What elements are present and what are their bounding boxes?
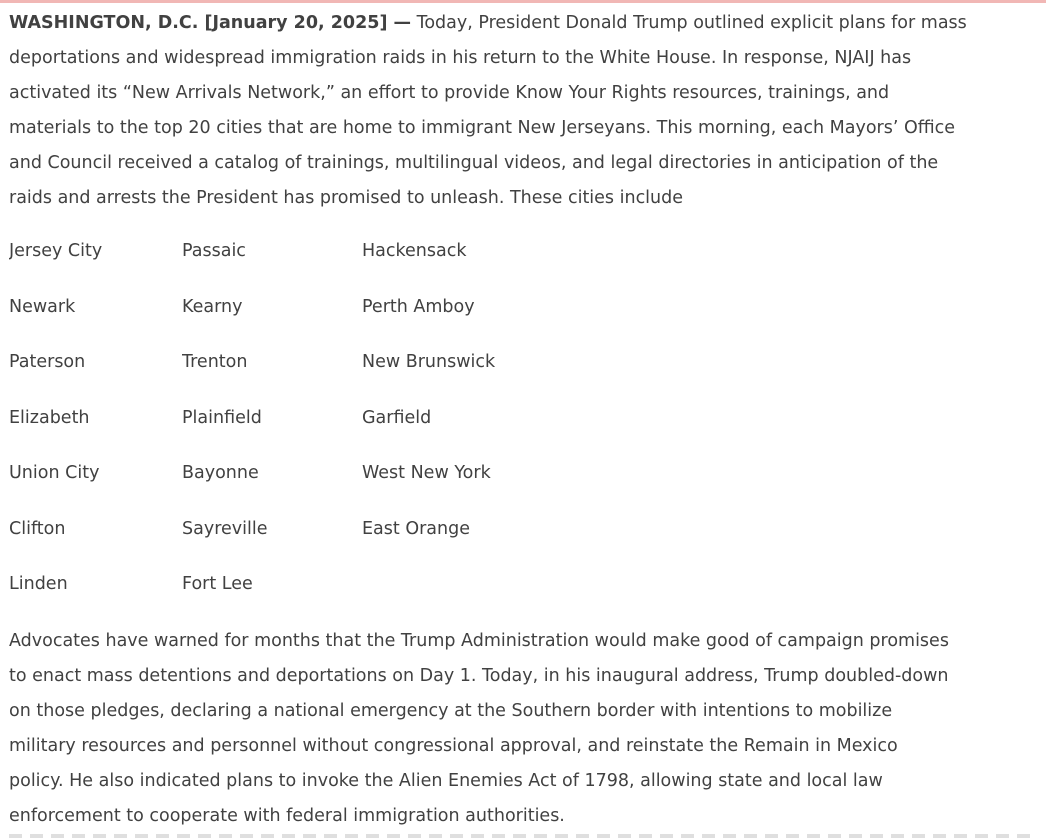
intro-line: Today, President Donald Trump outlined explicit plans for mass <box>411 13 967 33</box>
intro-paragraph <box>9 6 1038 216</box>
city-row <box>9 345 1038 401</box>
city-row <box>9 567 1038 602</box>
city-row <box>9 512 1038 568</box>
city-row <box>9 401 1038 457</box>
city-name: Hackensack <box>362 241 467 261</box>
cutoff-text-strip <box>9 834 1038 838</box>
text-line: deportations and widespread immigration raids in his return to the White House. In response, NJAIJ has <box>9 48 912 68</box>
text-line <box>9 6 1038 41</box>
text-line: enforcement to cooperate with federal immigration authorities. <box>9 806 565 826</box>
city-name: Bayonne <box>182 463 259 483</box>
city-name: Paterson <box>9 352 86 372</box>
text-line: Advocates have warned for months that the Trump Administration would make good of campaign promises <box>9 631 949 651</box>
city-row <box>9 234 1038 290</box>
city-name: Kearny <box>182 296 243 317</box>
dateline: WASHINGTON, D.C. [January 20, 2025] — <box>9 13 412 33</box>
text-line: policy. He also indicated plans to invoke the Alien Enemies Act of 1798, allowing state and local law <box>9 771 883 791</box>
city-name: Newark <box>9 296 76 317</box>
cities-list <box>9 234 1038 602</box>
city-name: Clifton <box>9 518 66 539</box>
text-line: and Council received a catalog of trainings, multilingual videos, and legal directories in anticipation of the <box>9 153 939 173</box>
text-line: raids and arrests the President has promised to unleash. These cities include <box>9 188 684 208</box>
city-name: Perth Amboy <box>362 296 475 317</box>
city-name: Plainfield <box>182 407 262 428</box>
city-name: Jersey City <box>9 241 103 261</box>
text-line: to enact mass detentions and deportations on Day 1. Today, in his inaugural address, Trump doubled-down <box>9 666 949 686</box>
text-line: materials to the top 20 cities that are home to immigrant New Jerseyans. This morning, each Mayors’ Office <box>9 118 956 138</box>
text-line: activated its “New Arrivals Network,” an effort to provide Know Your Rights resources, trainings, and <box>9 83 890 103</box>
city-name: Passaic <box>182 241 246 261</box>
closing-paragraph <box>9 624 1038 834</box>
city-name: New Brunswick <box>362 352 496 372</box>
city-name: Union City <box>9 463 100 483</box>
city-name: Trenton <box>182 352 248 372</box>
text-line: on those pledges, declaring a national emergency at the Southern border with intentions to mobilize <box>9 701 893 721</box>
city-name: Garfield <box>362 407 432 428</box>
city-name: West New York <box>362 463 491 483</box>
city-name: East Orange <box>362 518 470 539</box>
city-name: Fort Lee <box>182 574 253 594</box>
text-line: military resources and personnel without congressional approval, and reinstate the Remain in Mexico <box>9 736 898 756</box>
city-row <box>9 290 1038 346</box>
press-release-body <box>0 3 1046 834</box>
city-row <box>9 456 1038 512</box>
city-name: Elizabeth <box>9 407 90 428</box>
city-name: Sayreville <box>182 518 268 539</box>
city-name: Linden <box>9 574 68 594</box>
